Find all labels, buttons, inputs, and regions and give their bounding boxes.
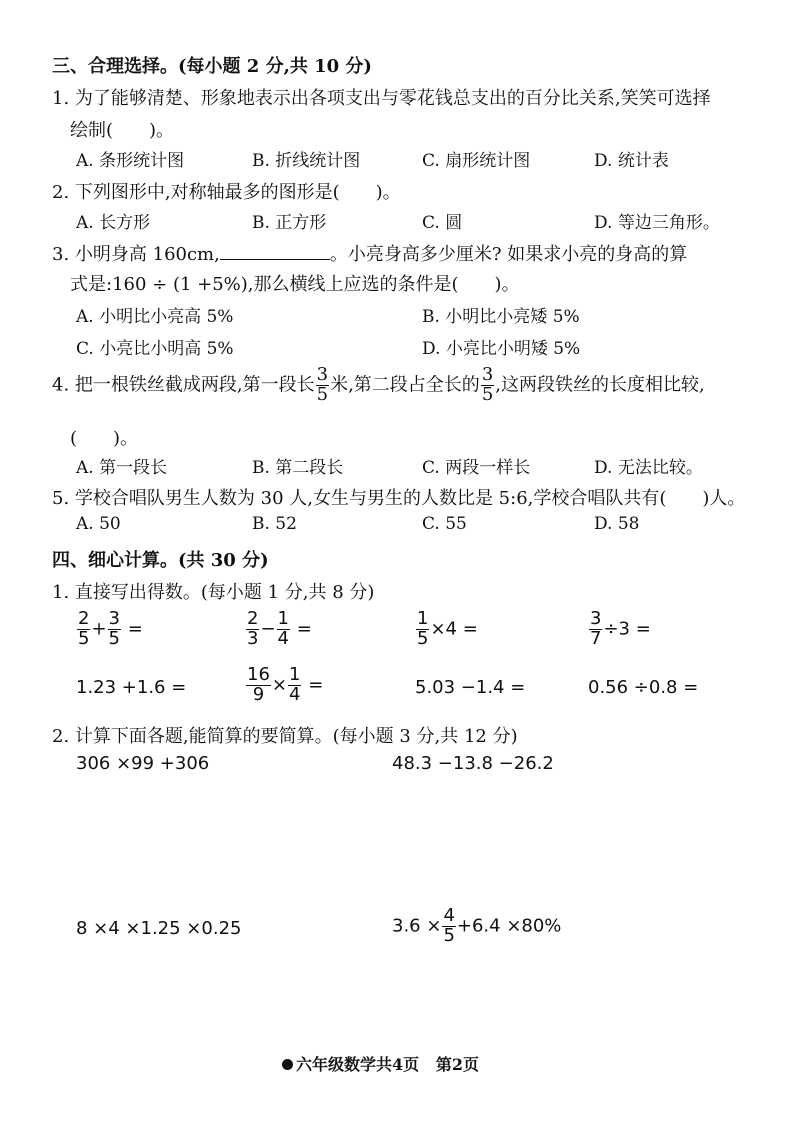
q4-stem-post: ,这两段铁丝的长度相比较, <box>495 374 705 396</box>
q5-stem: 5. 学校合唱队男生人数为 30 人,女生与男生的人数比是 5:6,学校合唱队共有( )人。 <box>52 488 746 509</box>
fraction-denominator: 5 <box>108 627 120 649</box>
q4-option-a[interactable]: A. 第一段长 <box>76 458 168 478</box>
bullet-dot-icon <box>282 1059 293 1070</box>
calc-item-5: 1.23 +1.6 = <box>76 677 187 698</box>
q4-option-c[interactable]: C. 两段一样长 <box>422 458 531 478</box>
equals-sign: = <box>127 618 143 640</box>
q2-option-a[interactable]: A. 长方形 <box>76 213 151 233</box>
fraction-denominator: 5 <box>443 924 455 946</box>
calc2-item-3: 8 ×4 ×1.25 ×0.25 <box>76 918 242 939</box>
q1-option-a[interactable]: A. 条形统计图 <box>76 151 185 171</box>
q1-stem-line2: 绘制( )。 <box>70 120 175 141</box>
calc-item-7: 5.03 −1.4 = <box>415 677 526 698</box>
calc-item-3 <box>415 610 478 649</box>
expression-pre: 3.6 × <box>392 915 442 937</box>
fraction-denominator: 5 <box>417 627 429 649</box>
fraction-denominator: 7 <box>590 627 602 649</box>
calc2-item-2: 48.3 −13.8 −26.2 <box>392 753 554 774</box>
fraction-numerator: 1 <box>289 664 301 685</box>
q1-option-c[interactable]: C. 扇形统计图 <box>422 151 531 171</box>
q3-stem-pre: 3. 小明身高 160cm, <box>52 244 220 265</box>
q1-option-d[interactable]: D. 统计表 <box>594 151 669 171</box>
calc-item-4 <box>588 610 651 649</box>
fraction-denominator: 5 <box>78 627 90 649</box>
q1-option-b[interactable]: B. 折线统计图 <box>252 151 361 171</box>
fraction-numerator: 2 <box>247 608 259 629</box>
q3-stem-line1 <box>52 240 687 266</box>
fraction-denominator: 3 <box>247 627 259 649</box>
q4-stem-pre: 4. 把一根铁丝截成两段,第一段长 <box>52 374 315 396</box>
operator: − <box>260 618 276 640</box>
q2-option-c[interactable]: C. 圆 <box>422 213 463 233</box>
q4-fraction-second <box>481 366 494 405</box>
q2-option-b[interactable]: B. 正方形 <box>252 213 327 233</box>
calc-item-1 <box>76 610 143 649</box>
fraction-numerator: 3 <box>316 364 329 385</box>
operator: × <box>271 674 287 696</box>
fraction-denominator: 5 <box>316 383 329 405</box>
q1-stem-line1: 1. 为了能够清楚、形象地表示出各项支出与零花钱总支出的百分比关系,笑笑可选择 <box>52 88 711 109</box>
section-3-title: 三、合理选择。(每小题 2 分,共 10 分) <box>52 56 372 77</box>
calc-item-8: 0.56 ÷0.8 = <box>588 677 699 698</box>
fraction-denominator: 9 <box>252 683 265 705</box>
q4-option-b[interactable]: B. 第二段长 <box>252 458 344 478</box>
q4-fraction-first <box>316 366 329 405</box>
q4-stem-mid: 米,第二段占全长的 <box>330 374 480 396</box>
calc-item-2 <box>245 610 312 649</box>
footer-page-number: 第2页 <box>435 1055 479 1074</box>
section-4-title: 四、细心计算。(共 30 分) <box>52 550 269 571</box>
q3-stem-post: 。小亮身高多少厘米? 如果求小亮的身高的算 <box>329 244 688 265</box>
equals-sign: = <box>296 618 312 640</box>
q3-stem-line2: 式是:160 ÷ (1 +5%),那么横线上应选的条件是( )。 <box>70 274 520 295</box>
calc2-item-1: 306 ×99 +306 <box>76 753 210 774</box>
fraction-denominator: 4 <box>289 683 301 705</box>
footer-total-pages: 六年级数学共4页 <box>296 1055 420 1074</box>
q3-blank-line[interactable] <box>220 243 330 260</box>
fraction-numerator: 3 <box>590 608 602 629</box>
q5-option-c[interactable]: C. 55 <box>422 514 467 534</box>
fraction-numerator: 2 <box>78 608 90 629</box>
fraction-denominator: 5 <box>481 383 494 405</box>
page-footer <box>282 1052 479 1075</box>
part1-title: 1. 直接写出得数。(每小题 1 分,共 8 分) <box>52 582 375 603</box>
fraction-numerator: 1 <box>417 608 429 629</box>
expression-post: +6.4 ×80% <box>456 915 562 937</box>
fraction-numerator: 1 <box>277 608 289 629</box>
q2-stem: 2. 下列图形中,对称轴最多的图形是( )。 <box>52 182 401 203</box>
q4-stem-line2: ( )。 <box>70 428 139 449</box>
q5-option-a[interactable]: A. 50 <box>76 514 121 534</box>
q5-option-d[interactable]: D. 58 <box>594 514 640 534</box>
calc-item-6 <box>245 666 323 705</box>
fraction-numerator: 3 <box>108 608 120 629</box>
expression-tail: ÷3 = <box>603 618 651 640</box>
q3-option-a[interactable]: A. 小明比小亮高 5% <box>76 307 234 327</box>
q3-option-c[interactable]: C. 小亮比小明高 5% <box>76 339 234 359</box>
fraction-denominator: 4 <box>277 627 289 649</box>
q4-option-d[interactable]: D. 无法比较。 <box>594 458 703 478</box>
q3-option-b[interactable]: B. 小明比小亮矮 5% <box>422 307 580 327</box>
fraction-numerator: 16 <box>247 664 270 685</box>
q4-stem-line1 <box>52 366 705 405</box>
part2-title: 2. 计算下面各题,能简算的要简算。(每小题 3 分,共 12 分) <box>52 726 518 747</box>
equals-sign: = <box>308 674 324 696</box>
expression-tail: ×4 = <box>430 618 478 640</box>
q2-option-d[interactable]: D. 等边三角形。 <box>594 213 720 233</box>
calc2-item-4 <box>392 907 561 946</box>
fraction-numerator: 4 <box>443 905 455 926</box>
q5-option-b[interactable]: B. 52 <box>252 514 297 534</box>
operator: + <box>91 618 107 640</box>
fraction-numerator: 3 <box>481 364 494 385</box>
q3-option-d[interactable]: D. 小亮比小明矮 5% <box>422 339 581 359</box>
